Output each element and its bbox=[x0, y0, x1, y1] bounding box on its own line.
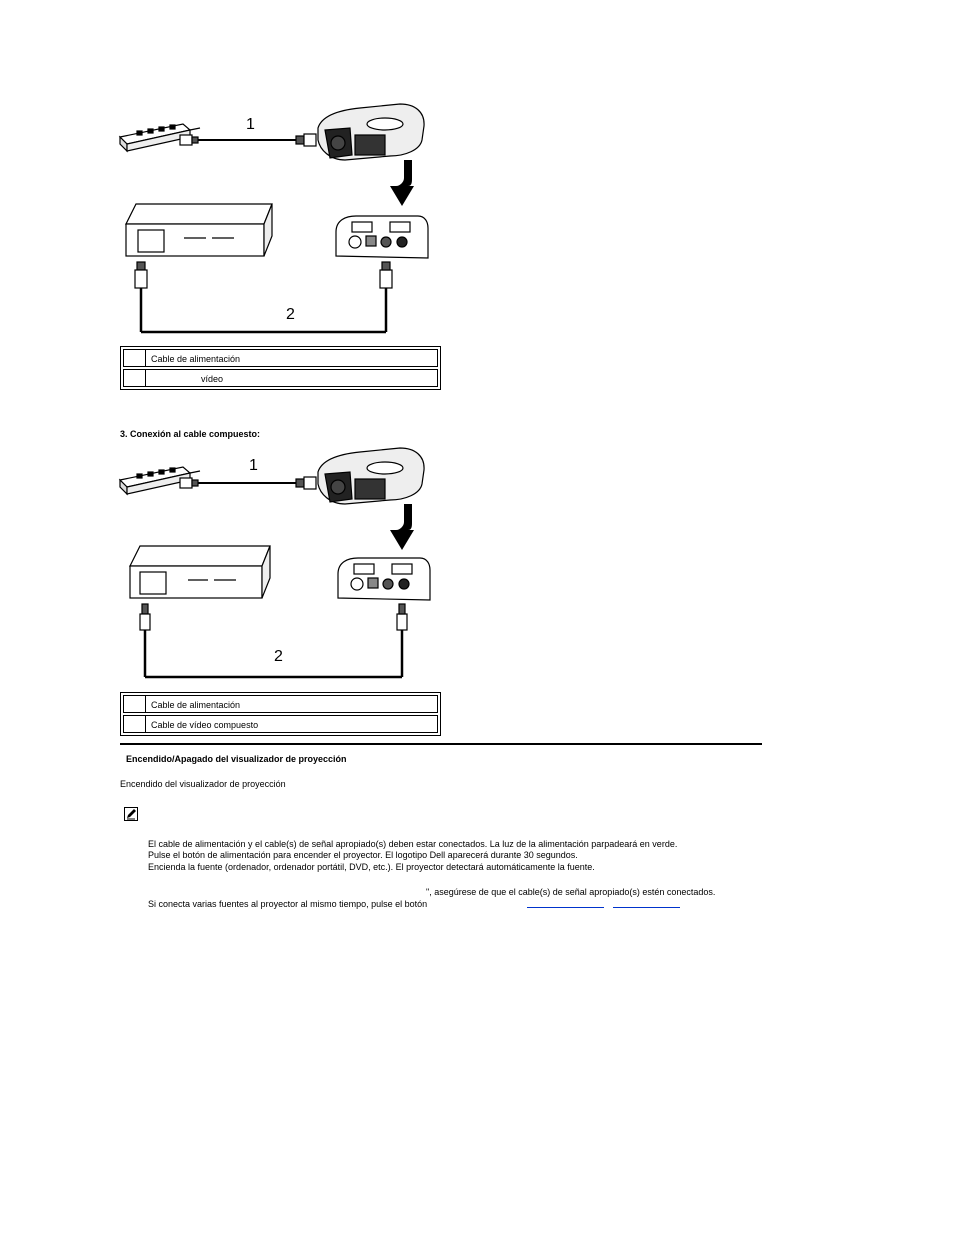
power-section-heading: Encendido/Apagado del visualizador de proyección bbox=[126, 754, 347, 764]
diagram1-label-1: 1 bbox=[246, 116, 255, 133]
legend-number bbox=[124, 716, 146, 732]
legend-text: Cable de alimentación bbox=[151, 354, 241, 364]
video-source-device-icon bbox=[130, 546, 270, 598]
link-source-button[interactable] bbox=[527, 907, 604, 908]
legend-number bbox=[124, 696, 146, 712]
diagram1-label-2: 2 bbox=[286, 306, 295, 323]
composite-cable-2 bbox=[140, 604, 407, 677]
step-fragment: ", asegúrese de que el cable(s) de señal apropiado(s) estén conectados. bbox=[426, 887, 716, 897]
link-remote-control[interactable] bbox=[613, 907, 680, 908]
legend-text: Cable de vídeo compuesto bbox=[151, 720, 259, 730]
power-on-subheading: Encendido del visualizador de proyección bbox=[120, 779, 286, 789]
legend-text: Cable de alimentación bbox=[151, 700, 241, 710]
projector-icon bbox=[318, 448, 424, 504]
legend-row bbox=[123, 715, 438, 733]
power-cable-1 bbox=[180, 477, 316, 489]
legend-row bbox=[123, 695, 438, 713]
legend-table-2 bbox=[120, 692, 441, 736]
diagram2-label-1: 1 bbox=[249, 457, 258, 474]
step-1: El cable de alimentación y el cable(s) de señal apropiado(s) deben estar conectados. La luz de la alimentación parpadeará en verde. bbox=[148, 839, 678, 849]
composite-section-heading: 3. Conexión al cable compuesto: bbox=[120, 429, 261, 439]
section-divider bbox=[120, 743, 762, 745]
step-last: Si conecta varias fuentes al proyector al mismo tiempo, pulse el botón bbox=[148, 899, 428, 909]
step-2: Pulse el botón de alimentación para encender el proyector. El logotipo Dell aparecerá durante 30 segundos. bbox=[148, 850, 578, 860]
diagram2-label-2: 2 bbox=[274, 648, 283, 665]
step-3: Encienda la fuente (ordenador, ordenador portátil, DVD, etc.). El proyector detectará automáticamente la fuente. bbox=[148, 862, 595, 872]
note-pencil-icon bbox=[124, 807, 138, 821]
projector-back-panel-icon bbox=[338, 558, 430, 600]
arrow-down-icon bbox=[390, 504, 414, 550]
legend-text: vídeo bbox=[201, 374, 224, 384]
